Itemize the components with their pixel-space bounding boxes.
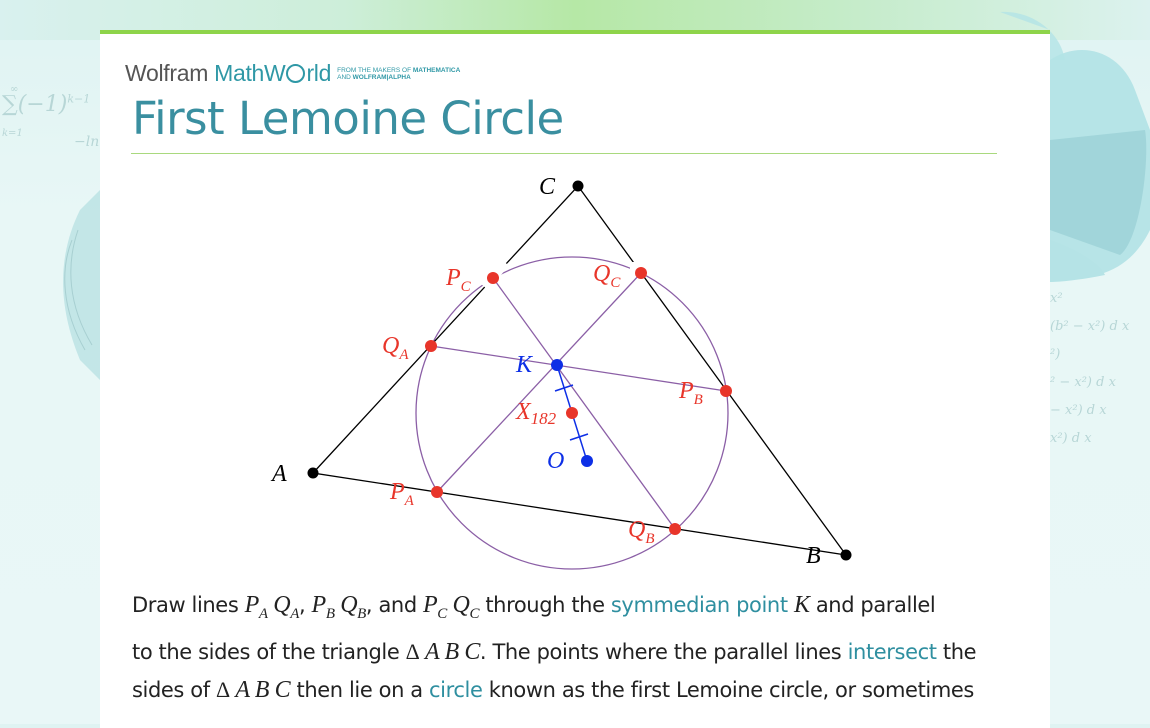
paragraph-line-3: sides of Δ A B C then lie on a circle known as the first Lemoine circle, or sometimes [132, 676, 974, 703]
vertex-b-point [841, 550, 852, 561]
label-qb: $Q_B$ [628, 517, 655, 547]
logo-tagline: FROM THE MAKERS OF MATHEMATICA AND WOLFRAM|ALPHA [337, 66, 461, 81]
point-pa [431, 486, 443, 498]
math-pb-qb: $P_B$ $Q_B$ [311, 592, 366, 622]
label-pc: $P_C$ [446, 265, 471, 295]
article-paragraph [132, 586, 1002, 709]
page-title: First Lemoine Circle [132, 92, 564, 145]
logo-mathworld-text: MathW rld [214, 60, 332, 86]
math-k: K [793, 592, 810, 618]
point-qb [669, 523, 681, 535]
vertex-c-point [573, 181, 584, 192]
point-pc [487, 272, 499, 284]
label-a: A [272, 461, 287, 487]
link-circle[interactable]: circle [429, 677, 483, 702]
label-k: K [516, 352, 533, 378]
point-pb [720, 385, 732, 397]
label-o: O [547, 448, 565, 474]
math-triangle-abc-2: Δ A B C [215, 676, 291, 703]
point-qa [425, 340, 437, 352]
link-symmedian-point[interactable]: symmedian point [610, 593, 788, 617]
point-o-circumcenter [581, 455, 593, 467]
link-intersect[interactable]: intersect [847, 639, 937, 664]
math-triangle-abc: Δ A B C [405, 638, 480, 665]
paragraph-line-1: Draw lines $P_A$ $Q_A$, $P_B$ $Q_B$, and $P_C$ $Q_C$ through the symmedian point K and parallel [132, 592, 936, 622]
math-pc-qc: $P_C$ $Q_C$ [423, 592, 480, 622]
point-x182 [566, 407, 578, 419]
label-pa: $P_A$ [390, 479, 414, 509]
label-qc: $Q_C$ [593, 261, 621, 291]
vertex-a-point [308, 468, 319, 479]
paragraph-line-2: to the sides of the triangle Δ A B C. The points where the parallel lines intersect the [132, 638, 977, 665]
label-pb: $P_B$ [679, 378, 703, 408]
point-qc [635, 267, 647, 279]
label-c: C [539, 174, 556, 200]
label-b: B [806, 543, 821, 569]
label-qa: $Q_A$ [382, 333, 409, 363]
label-x182: $X_{182}$ [516, 399, 557, 428]
logo-wolfram-text: Wolfram [125, 60, 209, 86]
math-pa-qa: $P_A$ $Q_A$ [244, 592, 299, 622]
background-formula-right: x² (b² − x²) d x ²) ² − x²) d x − x²) d x x²) d x [1050, 291, 1130, 446]
point-k-symmedian [551, 359, 563, 371]
